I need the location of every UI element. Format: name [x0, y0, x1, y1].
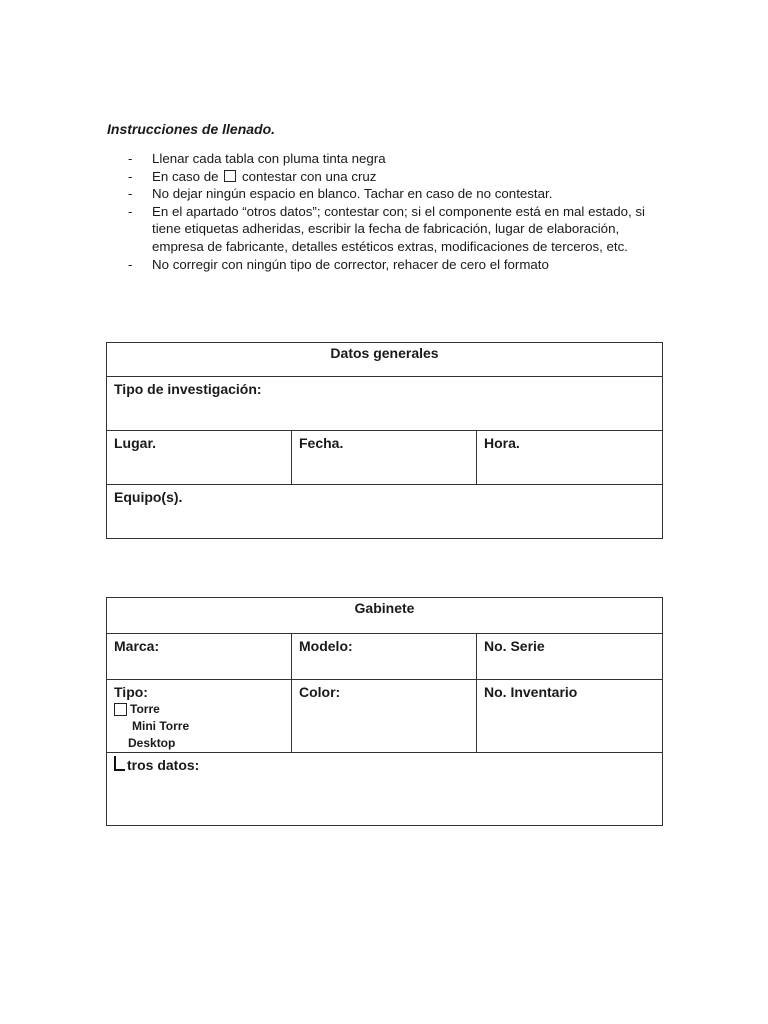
tipo-label: Tipo:: [114, 684, 148, 700]
instruction-item: [128, 256, 668, 274]
gabinete-header: Gabinete: [107, 598, 663, 634]
gabinete-table: [106, 597, 663, 826]
otros-datos-field[interactable]: [107, 753, 663, 826]
hora-field[interactable]: [477, 431, 663, 485]
equipos-label: Equipo(s).: [114, 489, 183, 505]
instruction-dash: -: [128, 151, 133, 166]
tipo-investigacion-label: Tipo de investigación:: [114, 381, 262, 397]
lugar-field[interactable]: [107, 431, 292, 485]
color-label: Color:: [299, 684, 341, 700]
marca-label: Marca:: [114, 638, 160, 654]
tipo-option-label: Torre: [130, 702, 160, 716]
instructions-title: Instrucciones de llenado.: [107, 121, 276, 137]
no-inventario-label: No. Inventario: [484, 684, 578, 700]
tipo-investigacion-field[interactable]: [107, 377, 663, 431]
tipo-option-mini-torre[interactable]: [114, 718, 284, 735]
modelo-field[interactable]: [292, 634, 477, 680]
color-field[interactable]: [292, 680, 477, 753]
instruction-item: [128, 185, 668, 203]
tipo-option-torre[interactable]: [114, 701, 284, 718]
lugar-label: Lugar.: [114, 435, 157, 451]
instruction-text: En el apartado “otros datos”; contestar con; si el componente está en mal estado, si tiene etiquetas adheridas, escribir la fecha de fabricación, lugar de elaboración, empresa de fabricante, detalles estéticos extras, modificaciones de terceros, etc.: [152, 203, 645, 254]
otros-datos-label: tros datos:: [127, 757, 200, 773]
instruction-text: No corregir con ningún tipo de corrector, rehacer de cero el formato: [152, 256, 549, 272]
tipo-option-label: Mini Torre: [132, 719, 190, 733]
instruction-text: [152, 168, 668, 186]
instruction-text: No dejar ningún espacio en blanco. Tachar en caso de no contestar.: [152, 186, 553, 202]
instruction-dash: -: [128, 203, 133, 219]
instruction-dash: -: [128, 168, 133, 184]
tipo-option-label: Desktop: [128, 736, 176, 750]
equipos-field[interactable]: [107, 485, 663, 539]
instruction-item: [128, 150, 668, 168]
instruction-text-after: contestar con una cruz: [241, 168, 377, 184]
instruction-item: [128, 203, 668, 256]
checkbox-icon[interactable]: [114, 703, 127, 716]
tipo-option-desktop[interactable]: [114, 735, 284, 752]
instruction-text: Llenar cada tabla con pluma tinta negra: [152, 151, 386, 166]
no-serie-field[interactable]: [477, 634, 663, 680]
instruction-dash: -: [128, 186, 133, 202]
datos-generales-header: Datos generales: [107, 343, 663, 377]
datos-generales-table: [106, 342, 663, 539]
no-inventario-field[interactable]: [477, 680, 663, 753]
instruction-dash: -: [128, 256, 133, 272]
instruction-item: [128, 168, 668, 186]
text-cursor-icon: [114, 756, 125, 771]
modelo-label: Modelo:: [299, 638, 353, 654]
fecha-label: Fecha.: [299, 435, 344, 451]
hora-label: Hora.: [484, 435, 520, 451]
checkbox-icon: [224, 170, 236, 182]
no-serie-label: No. Serie: [484, 638, 545, 654]
tipo-field[interactable]: [107, 680, 292, 753]
instructions-list: [128, 150, 668, 273]
instruction-text-before: En caso de: [152, 168, 219, 184]
marca-field[interactable]: [107, 634, 292, 680]
fecha-field[interactable]: [292, 431, 477, 485]
